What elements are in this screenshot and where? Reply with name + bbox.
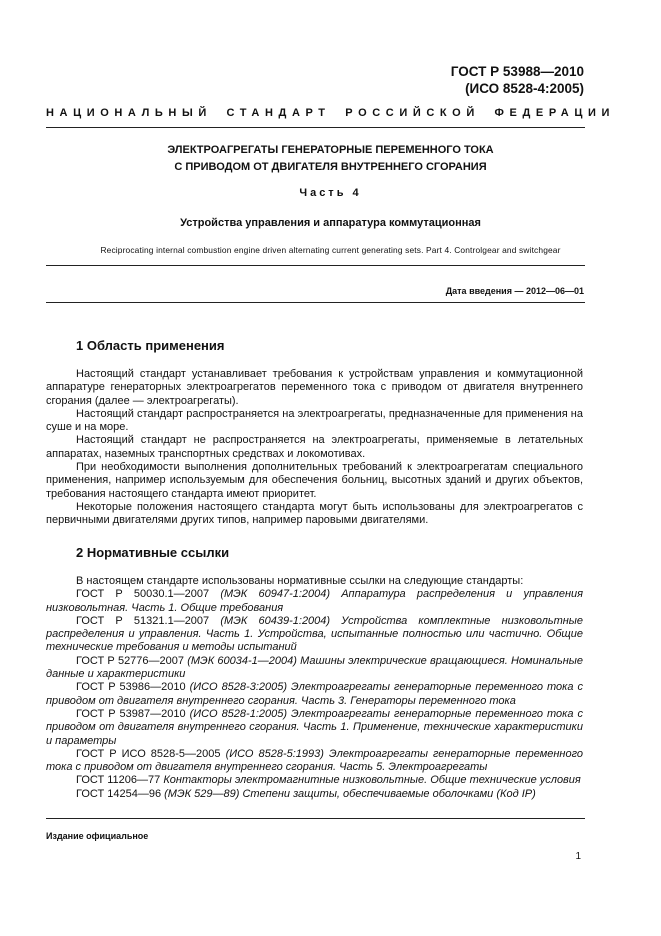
- page-number: 1: [575, 851, 581, 862]
- title-line-2: С ПРИВОДОМ ОТ ДВИГАТЕЛЯ ВНУТРЕННЕГО СГОРАНИЯ: [174, 161, 487, 173]
- standard-banner: НАЦИОНАЛЬНЫЙ СТАНДАРТ РОССИЙСКОЙ ФЕДЕРАЦИИ: [46, 107, 615, 119]
- paragraph: Настоящий стандарт устанавливает требования к устройствам управления и коммутационной аппаратуре генераторных электроагрегатов переменного тока с приводом от двигателя внутреннего сгорания (далее — электроагрегаты).: [46, 368, 583, 407]
- reference-text: (ИСО 8528-1:2005) Электроагрегаты генераторные переменного тока с приводом от двигателя внутреннего сгорания. Часть 1. Применение, технические характеристики и параметры: [46, 707, 583, 747]
- reference-item: [46, 615, 583, 655]
- document-number: [451, 63, 584, 97]
- paragraph: При необходимости выполнения дополнительных требований к электроагрегатам специального применения, например используемым для обеспечения больниц, высотных зданий и других объектов, требования настоящего стандарта имеют приоритет.: [46, 461, 583, 500]
- reference-item: [46, 774, 583, 787]
- introduction-date: Дата введения — 2012—06—01: [445, 286, 584, 296]
- paragraph: Некоторые положения настоящего стандарта могут быть использованы для электроагрегатов с первичными двигателями других типов, например паровыми двигателями.: [46, 500, 583, 527]
- reference-text: (ИСО 8528-3:2005) Электроагрегаты генераторные переменного тока с приводом от двигателя внутреннего сгорания. Часть 3. Генераторы переменного тока: [46, 681, 583, 707]
- footer-rule: [46, 818, 585, 819]
- reference-code: ГОСТ 14254—96: [76, 787, 162, 800]
- reference-item: [46, 708, 583, 748]
- reference-text: (ИСО 8528-5:1993) Электроагрегаты генераторные переменного тока с приводом от двигателя внутреннего сгорания. Часть 5. Электроагрегаты: [46, 747, 583, 774]
- reference-item: [46, 588, 583, 615]
- references-intro: В настоящем стандарте использованы нормативные ссылки на следующие стандарты:: [76, 575, 524, 587]
- reference-text: Контакторы электромагнитные низковольтные. Общие технические условия: [163, 774, 581, 787]
- reference-code: ГОСТ Р 52776—2007: [76, 654, 185, 667]
- document-title: [60, 142, 601, 176]
- section-1-heading: 1 Область применения: [76, 338, 225, 353]
- reference-item: [46, 788, 583, 801]
- paragraph: Настоящий стандарт не распространяется на электроагрегаты, применяемые в летательных аппаратах, наземных транспортных средствах и локомотивах.: [46, 434, 583, 460]
- reference-code: ГОСТ Р ИСО 8528-5—2005: [76, 747, 221, 760]
- official-edition-label: Издание официальное: [46, 831, 149, 841]
- date-rule: [46, 302, 585, 303]
- reference-code: ГОСТ Р 51321.1—2007: [76, 614, 210, 627]
- reference-code: ГОСТ 11206—77: [76, 774, 161, 787]
- reference-code: ГОСТ Р 50030.1—2007: [76, 588, 210, 601]
- banner-rule: [46, 127, 585, 128]
- reference-item: [46, 748, 583, 775]
- section-2-body: [46, 575, 583, 801]
- part-label: Часть 4: [299, 187, 362, 199]
- reference-code: ГОСТ Р 53986—2010: [76, 681, 186, 694]
- reference-code: ГОСТ Р 53987—2010: [76, 707, 186, 720]
- section-2-heading: 2 Нормативные ссылки: [76, 545, 230, 560]
- paragraph: Настоящий стандарт распространяется на электроагрегаты, предназначенные для применения на суше и на море.: [46, 407, 583, 434]
- reference-item: [46, 681, 583, 708]
- section-1-body: [46, 368, 583, 528]
- document-subtitle: Устройства управления и аппаратура коммутационная: [180, 217, 481, 229]
- title-line-1: ЭЛЕКТРОАГРЕГАТЫ ГЕНЕРАТОРНЫЕ ПЕРЕМЕННОГО ТОКА: [167, 144, 494, 156]
- reference-item: [46, 655, 583, 682]
- gost-number: ГОСТ Р 53988—2010: [450, 64, 584, 79]
- iso-number: (ИСО 8528-4:2005): [465, 81, 584, 96]
- reference-text: (МЭК 60947-1:2004) Аппаратура распределения и управления низковольтная. Часть 1. Общие требования: [46, 588, 583, 614]
- reference-text: (МЭК 529—89) Степени защиты, обеспечиваемые оболочками (Код IP): [164, 787, 536, 800]
- title-rule: [46, 265, 585, 266]
- english-title: Reciprocating internal combustion engine driven alternating current generating sets. Part 4. Controlgear and switchgear: [100, 245, 561, 255]
- reference-text: (МЭК 60439-1:2004) Устройства комплектные низковольтные распределения и управления. Часть 1. Устройства, испытанные полностью или частично. Общие технические требования и методы испытаний: [46, 614, 583, 654]
- reference-text: (МЭК 60034-1—2004) Машины электрические вращающиеся. Номинальные данные и характеристики: [46, 654, 583, 681]
